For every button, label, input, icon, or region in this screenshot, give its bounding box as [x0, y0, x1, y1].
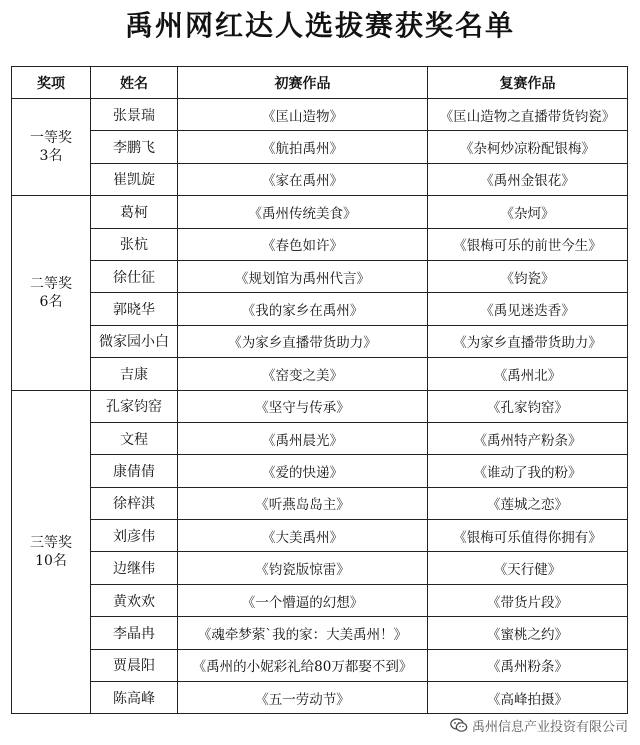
winner-name: 徐梓淇 [91, 487, 178, 519]
second-round-work: 《禹州北》 [428, 358, 628, 390]
header-second-round: 复赛作品 [428, 67, 628, 99]
second-round-work: 《禹州粉条》 [428, 649, 628, 681]
table-row [12, 617, 628, 649]
winner-name: 黄欢欢 [91, 584, 178, 616]
table-row [12, 455, 628, 487]
first-round-work: 《为家乡直播带货助力》 [178, 325, 428, 357]
first-round-work: 《航拍禹州》 [178, 131, 428, 163]
tier-count: 10名 [35, 552, 67, 569]
first-round-work: 《禹州的小妮彩礼给80万都娶不到》 [178, 649, 428, 681]
second-round-work: 《禹州金银花》 [428, 163, 628, 195]
first-round-work: 《钧瓷版惊雷》 [178, 552, 428, 584]
second-round-work: 《钧瓷》 [428, 260, 628, 292]
winner-name: 张杭 [91, 228, 178, 260]
tier-second-prize [12, 196, 91, 390]
table-row [12, 163, 628, 195]
tier-count: 3名 [39, 148, 63, 165]
table-row [12, 552, 628, 584]
table-row [12, 293, 628, 325]
second-round-work: 《银梅可乐值得你拥有》 [428, 520, 628, 552]
first-round-work: 《大美禹州》 [178, 520, 428, 552]
winner-name: 孔家钧窑 [91, 390, 178, 422]
winner-name: 文程 [91, 422, 178, 454]
table-row [12, 422, 628, 454]
winner-name: 微家园小白 [91, 325, 178, 357]
tier-label: 二等奖 [30, 275, 72, 292]
winner-name: 崔凯旋 [91, 163, 178, 195]
first-round-work: 《窑变之美》 [178, 358, 428, 390]
second-round-work: 《莲城之恋》 [428, 487, 628, 519]
page-title: 禹州网红达人选拔赛获奖名单 [124, 9, 515, 42]
first-round-work: 《一个懵逼的幻想》 [178, 584, 428, 616]
table-row [12, 228, 628, 260]
table-row [12, 196, 628, 228]
second-round-work: 《蜜桃之约》 [428, 617, 628, 649]
first-round-work: 《爱的快递》 [178, 455, 428, 487]
header-award: 奖项 [12, 67, 91, 99]
second-round-work: 《带货片段》 [428, 584, 628, 616]
first-round-work: 《魂牵梦萦`我的家：大美禹州！》 [178, 617, 428, 649]
table-row [12, 390, 628, 422]
tier-count: 6名 [39, 293, 63, 310]
table-row [12, 99, 628, 131]
first-round-work: 《五一劳动节》 [178, 682, 428, 714]
winner-name: 张景瑞 [91, 99, 178, 131]
winner-name: 李鹏飞 [91, 131, 178, 163]
table-row [12, 649, 628, 681]
winner-name: 贾晨阳 [91, 649, 178, 681]
first-round-work: 《坚守与传承》 [178, 390, 428, 422]
winner-name: 陈高峰 [91, 682, 178, 714]
table-row [12, 682, 628, 714]
winner-name: 徐仕征 [91, 260, 178, 292]
table-header-row [12, 67, 628, 99]
second-round-work: 《银梅可乐的前世今生》 [428, 228, 628, 260]
tier-label: 三等奖 [30, 534, 72, 551]
second-round-work: 《高峰拍摄》 [428, 682, 628, 714]
second-round-work: 《为家乡直播带货助力》 [428, 325, 628, 357]
watermark-text: 禹州信息产业投资有限公司 [471, 720, 628, 735]
winner-name: 葛柯 [91, 196, 178, 228]
second-round-work: 《禹州特产粉条》 [428, 422, 628, 454]
second-round-work: 《禹见迷迭香》 [428, 293, 628, 325]
winner-name: 郭晓华 [91, 293, 178, 325]
first-round-work: 《听燕岛岛主》 [178, 487, 428, 519]
table-row [12, 584, 628, 616]
first-round-work: 《禹州晨光》 [178, 422, 428, 454]
second-round-work: 《匡山造物之直播带货钧瓷》 [428, 99, 628, 131]
winner-name: 李晶冉 [91, 617, 178, 649]
table-row [12, 487, 628, 519]
award-table [11, 66, 628, 714]
first-round-work: 《规划馆为禹州代言》 [178, 260, 428, 292]
first-round-work: 《禹州传统美食》 [178, 196, 428, 228]
winner-name: 刘彦伟 [91, 520, 178, 552]
winner-name: 边继伟 [91, 552, 178, 584]
table-row [12, 358, 628, 390]
first-round-work: 《家在禹州》 [178, 163, 428, 195]
tier-label: 一等奖 [30, 130, 72, 147]
tier-third-prize [12, 390, 91, 714]
watermark [448, 716, 630, 735]
second-round-work: 《天行健》 [428, 552, 628, 584]
first-round-work: 《春色如许》 [178, 228, 428, 260]
first-round-work: 《我的家乡在禹州》 [178, 293, 428, 325]
second-round-work: 《孔家钧窑》 [428, 390, 628, 422]
header-name: 姓名 [91, 67, 178, 99]
first-round-work: 《匡山造物》 [178, 99, 428, 131]
wechat-icon [450, 718, 468, 733]
second-round-work: 《杂柯炒凉粉配银梅》 [428, 131, 628, 163]
winner-name: 康倩倩 [91, 455, 178, 487]
table-row [12, 325, 628, 357]
second-round-work: 《谁动了我的粉》 [428, 455, 628, 487]
winner-name: 吉康 [91, 358, 178, 390]
second-round-work: 《杂炣》 [428, 196, 628, 228]
table-row [12, 520, 628, 552]
table-row [12, 260, 628, 292]
table-row [12, 131, 628, 163]
tier-first-prize [12, 99, 91, 196]
header-first-round: 初赛作品 [178, 67, 428, 99]
